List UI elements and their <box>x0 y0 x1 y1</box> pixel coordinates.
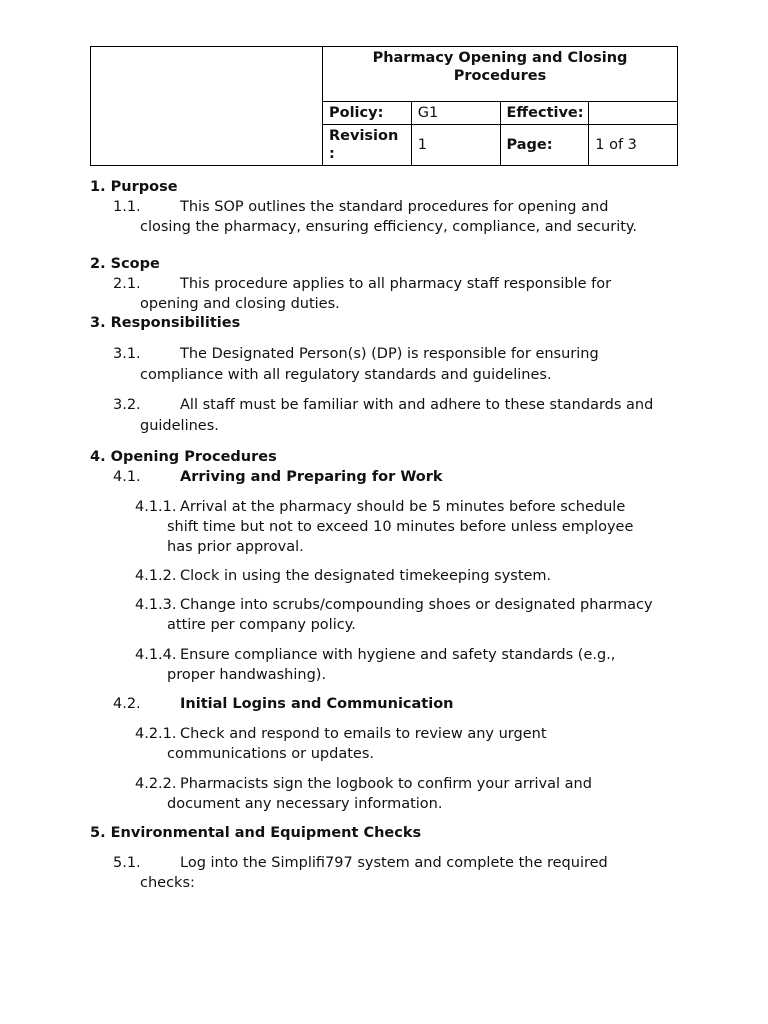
item-number: 4.1.3. <box>135 597 177 613</box>
logo-cell <box>91 47 323 166</box>
section-heading-scope: 2. Scope <box>90 256 160 272</box>
item-text: attire per company policy. <box>167 617 356 633</box>
list-item <box>135 724 685 764</box>
list-item <box>113 197 683 237</box>
item-text: opening and closing duties. <box>140 296 340 312</box>
item-number: 4.1.2. <box>135 568 177 584</box>
section-heading-purpose: 1. Purpose <box>90 179 178 195</box>
item-text: proper handwashing). <box>167 667 327 683</box>
revision-label: Revision : <box>323 125 412 166</box>
item-number: 4.1.1. <box>135 499 177 515</box>
document-header-table <box>90 46 678 166</box>
item-number: 4.1.4. <box>135 647 177 663</box>
item-text: shift time but not to exceed 10 minutes before unless employee <box>167 519 634 535</box>
item-number: 3.2. <box>113 397 141 413</box>
item-text: All staff must be familiar with and adhere to these standards and <box>180 397 654 413</box>
item-number: 5.1. <box>113 855 141 871</box>
item-text: Check and respond to emails to review any urgent <box>180 726 547 742</box>
item-number: 2.1. <box>113 276 141 292</box>
item-text: Log into the Simplifi797 system and complete the required <box>180 855 608 871</box>
item-number: 4.2. <box>113 696 141 712</box>
item-text: Change into scrubs/compounding shoes or designated pharmacy <box>180 597 653 613</box>
section-heading-responsibilities: 3. Responsibilities <box>90 315 241 331</box>
item-number: 3.1. <box>113 346 141 362</box>
revision-value: 1 <box>411 125 500 166</box>
page-label: Page: <box>500 125 589 166</box>
section-heading-environmental-checks: 5. Environmental and Equipment Checks <box>90 825 422 841</box>
item-text: has prior approval. <box>167 539 304 555</box>
policy-label: Policy: <box>323 102 412 125</box>
item-text: document any necessary information. <box>167 796 443 812</box>
item-number: 1.1. <box>113 199 141 215</box>
list-item <box>135 645 685 685</box>
item-text: Pharmacists sign the logbook to confirm your arrival and <box>180 776 592 792</box>
list-item <box>135 595 685 635</box>
policy-value: G1 <box>411 102 500 125</box>
item-number: 4.2.1. <box>135 726 177 742</box>
item-text: Clock in using the designated timekeeping system. <box>180 568 552 584</box>
list-item <box>113 344 683 386</box>
list-item <box>135 566 685 586</box>
item-text: Arrival at the pharmacy should be 5 minutes before schedule <box>180 499 626 515</box>
item-text: The Designated Person(s) (DP) is responsible for ensuring <box>180 346 599 362</box>
item-text: communications or updates. <box>167 746 374 762</box>
item-text: compliance with all regulatory standards and guidelines. <box>140 367 552 383</box>
effective-value <box>589 102 678 125</box>
list-item <box>135 774 685 814</box>
list-item <box>113 395 683 437</box>
item-number: 4.1. <box>113 469 141 485</box>
item-text: This procedure applies to all pharmacy staff responsible for <box>180 276 612 292</box>
subsection-title: Initial Logins and Communication <box>180 696 454 712</box>
item-text: closing the pharmacy, ensuring efficiency, compliance, and security. <box>140 219 638 235</box>
item-text: This SOP outlines the standard procedures for opening and <box>180 199 609 215</box>
item-text: guidelines. <box>140 418 219 434</box>
subsection-title: Arriving and Preparing for Work <box>180 469 443 485</box>
item-text: checks: <box>140 875 195 891</box>
item-number: 4.2.2. <box>135 776 177 792</box>
list-item <box>135 497 685 557</box>
effective-label: Effective: <box>500 102 589 125</box>
subsection-heading <box>113 694 683 714</box>
page-value: 1 of 3 <box>589 125 678 166</box>
list-item <box>113 853 683 893</box>
subsection-heading <box>113 467 683 487</box>
section-heading-opening-procedures: 4. Opening Procedures <box>90 449 277 465</box>
document-title: Pharmacy Opening and Closing Procedures <box>323 47 678 102</box>
list-item <box>113 274 683 314</box>
item-text: Ensure compliance with hygiene and safety standards (e.g., <box>180 647 616 663</box>
